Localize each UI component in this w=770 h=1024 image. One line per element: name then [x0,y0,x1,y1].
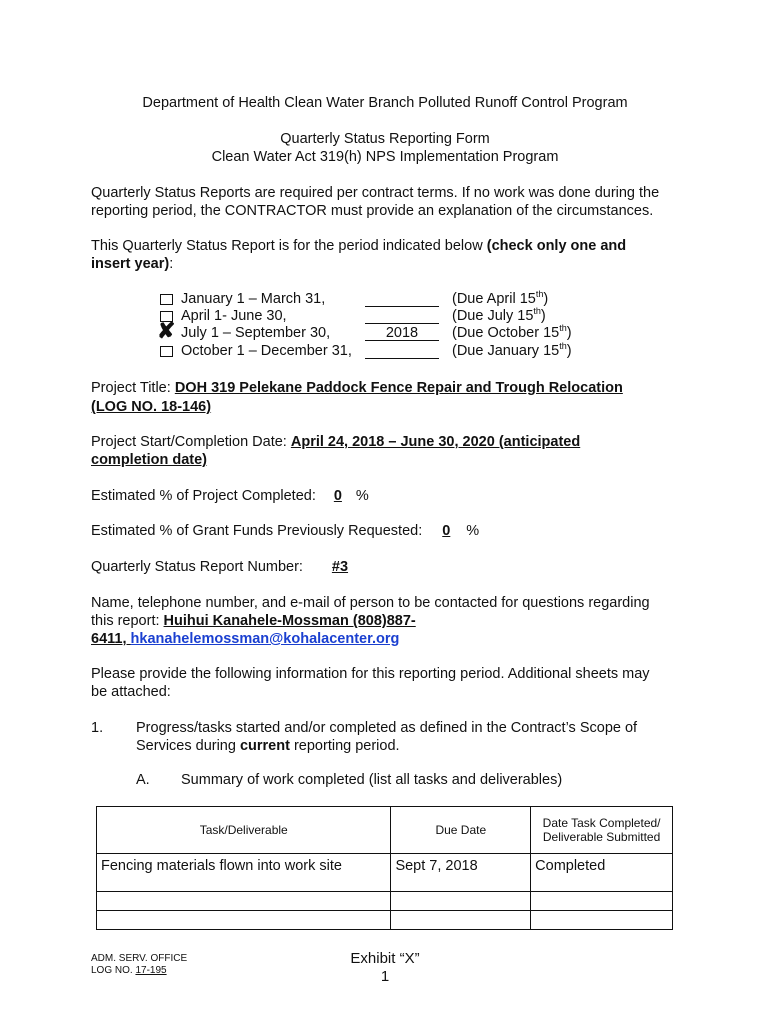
instructions-line-2: be attached: [91,684,171,700]
form-subtitle: Clean Water Act 319(h) NPS Implementation Program [211,149,559,165]
check-x-icon: ✘ [157,318,176,343]
project-title-line-1: Project Title: DOH 319 Pelekane Paddock Fence Repair and Trough Relocation [91,380,623,396]
project-title-line-2: (LOG NO. 18-146) [91,399,212,415]
contact-line-2: this report: Huihui Kanahele-Mossman (808)887- [91,613,416,629]
period-year-field[interactable] [365,291,439,307]
period-label: October 1 – December 31, [181,343,352,359]
period-prompt-line-2: insert year): [91,256,174,272]
contact-line-3: 6411, hkanahelemossman@kohalacenter.org [91,631,400,647]
pct-funds: Estimated % of Grant Funds Previously Requested: 0 % [91,523,480,539]
page-number: 1 [380,968,390,985]
instructions-line-1: Please provide the following information for this reporting period. Additional sheets may [91,666,650,682]
footer-exhibit: Exhibit “X” [350,950,420,967]
period-due: (Due October 15th) [452,323,572,341]
task-table-header [97,807,673,854]
completed-cell[interactable] [531,911,673,930]
item-1-line-1: Progress/tasks started and/or completed as defined in the Contract’s Scope of [136,720,638,736]
form-title: Quarterly Status Reporting Form [280,131,490,147]
period-due: (Due April 15th) [452,289,549,307]
footer-office: ADM. SERV. OFFICE [91,953,188,964]
intro-line-2: reporting period, the CONTRACTOR must provide an explanation of the circumstances. [91,203,654,219]
pct-funds-value[interactable]: 0 [442,523,451,539]
task-cell[interactable] [97,911,391,930]
program-title: Department of Health Clean Water Branch Polluted Runoff Control Program [142,95,628,111]
period-label: April 1- June 30, [181,308,287,324]
project-title-value: DOH 319 Pelekane Paddock Fence Repair and Trough Relocation [174,380,623,396]
period-due: (Due July 15th) [452,306,546,324]
project-dates-value: April 24, 2018 – June 30, 2020 (anticipated [290,434,581,450]
header-due-date: Due Date [391,807,531,854]
pct-completed-value[interactable]: 0 [333,488,342,504]
item-1-number: 1. [91,720,104,736]
completed-cell[interactable]: Completed [531,854,673,892]
table-row [97,854,673,892]
task-cell[interactable] [97,892,391,911]
period-label: July 1 – September 30, [181,325,331,341]
report-number-value[interactable]: #3 [331,559,349,575]
header-date-completed: Date Task Completed/ Deliverable Submitted [531,807,673,854]
pct-completed: Estimated % of Project Completed: 0 % [91,488,369,504]
report-number: Quarterly Status Report Number: #3 [91,558,373,577]
item-1a-letter: A. [136,772,150,788]
due-date-cell[interactable]: Sept 7, 2018 [391,854,531,892]
contact-name: Huihui Kanahele-Mossman (808)887- [163,613,416,629]
due-date-cell[interactable] [391,911,531,930]
item-1-line-2: Services during current reporting period. [136,738,400,754]
table-row [97,911,673,930]
contact-line-1: Name, telephone number, and e-mail of person to be contacted for questions regarding [91,595,650,611]
period-year-field[interactable] [365,308,439,324]
period-year-field[interactable] [365,343,439,359]
project-dates-line-1: Project Start/Completion Date: April 24, 2018 – June 30, 2020 (anticipated [91,434,581,450]
period-checkbox-q4[interactable] [160,346,173,357]
period-year-field[interactable]: 2018 [365,325,439,341]
period-checkbox-q1[interactable] [160,294,173,305]
period-checkbox-q3[interactable] [157,318,176,343]
item-1a-text: Summary of work completed (list all tasks and deliverables) [181,772,563,788]
due-date-cell[interactable] [391,892,531,911]
period-label: January 1 – March 31, [181,291,326,307]
task-table [96,806,673,930]
footer-log: LOG NO. 17-195 [91,965,167,976]
header-task-deliverable: Task/Deliverable [97,807,391,854]
period-prompt-line-1: This Quarterly Status Report is for the period indicated below (check only one and [91,238,627,254]
task-cell[interactable]: Fencing materials flown into work site [97,854,391,892]
intro-line-1: Quarterly Status Reports are required per contract terms. If no work was done during the [91,185,660,201]
contact-email-link[interactable]: hkanahelemossman@kohalacenter.org [130,631,400,647]
project-dates-line-2: completion date) [91,452,208,468]
completed-cell[interactable] [531,892,673,911]
period-due: (Due January 15th) [452,341,572,359]
table-row [97,892,673,911]
